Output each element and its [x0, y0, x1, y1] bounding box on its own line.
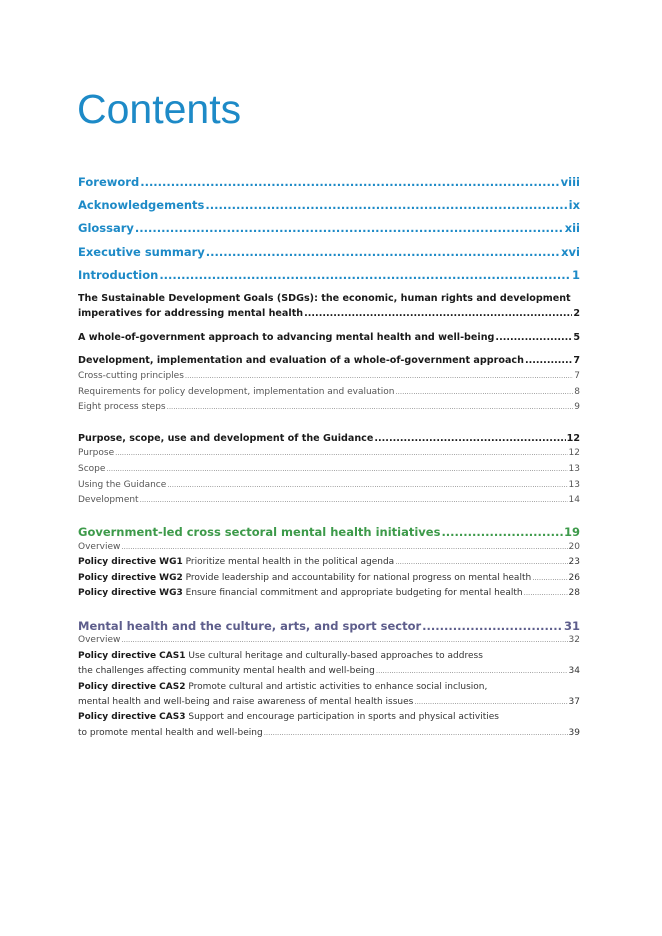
toc-entry-label: Overview: [78, 542, 121, 552]
toc-entry-page: 12: [568, 448, 580, 458]
directive-code: Policy directive WG3: [78, 588, 183, 598]
toc-entry-culture-arts-sport[interactable]: [78, 619, 580, 633]
toc-entry-label: Requirements for policy development, implementation and evaluation: [78, 387, 395, 397]
toc-entry-page: 20: [568, 542, 580, 552]
toc-entry-label: Purpose, scope, use and development of the Guidance: [78, 433, 374, 444]
directive-text: Support and encourage participation in sports and physical activities: [188, 712, 499, 722]
directive-code: Policy directive WG1: [78, 557, 183, 567]
toc-entry-label: Introduction: [78, 268, 159, 282]
toc-entry-page: 37: [568, 697, 580, 707]
directive-code: Policy directive CAS1: [78, 651, 186, 661]
toc-entry-page: 7: [573, 355, 580, 366]
toc-entry-page: 23: [568, 557, 580, 567]
toc-entry-label: Executive summary: [78, 245, 205, 259]
directive-code: Policy directive WG2: [78, 573, 183, 583]
toc-entry-label: Cross-cutting principles: [78, 371, 184, 381]
toc-policy-directive[interactable]: [78, 666, 580, 676]
toc-subentry-overview[interactable]: [78, 542, 580, 552]
toc-entry-sdg-line1[interactable]: The Sustainable Development Goals (SDGs): the economic, human rights and development: [78, 293, 571, 304]
toc-policy-directive[interactable]: [78, 588, 580, 598]
toc-entry-development[interactable]: [78, 355, 580, 366]
toc-entry-label: Eight process steps: [78, 402, 166, 412]
toc-subentry[interactable]: [78, 464, 580, 474]
toc-entry-acknowledgements[interactable]: [78, 198, 580, 212]
toc-entry-page: 39: [568, 728, 580, 738]
toc-entry-label: Foreword: [78, 175, 140, 189]
toc-entry-page: 26: [568, 573, 580, 583]
toc-entry-page: 34: [568, 666, 580, 676]
toc-entry-page: 28: [568, 588, 580, 598]
directive-code: Policy directive CAS2: [78, 682, 186, 692]
toc-entry-label: Glossary: [78, 221, 134, 235]
toc-subentry[interactable]: [78, 371, 580, 381]
directive-text: the challenges affecting community mental health and well-being: [78, 666, 375, 676]
toc-entry-label: Using the Guidance: [78, 480, 167, 490]
toc-entry-page: 8: [574, 387, 580, 397]
directive-text: Promote cultural and artistic activities to enhance social inclusion,: [188, 682, 488, 692]
toc-policy-directive-line1[interactable]: [78, 682, 487, 692]
toc-policy-directive-line1[interactable]: [78, 651, 483, 661]
toc-entry-label: Development, implementation and evaluation of a whole-of-government approach: [78, 355, 524, 366]
toc-entry-foreword[interactable]: [78, 175, 580, 189]
toc-entry-executive-summary[interactable]: [78, 245, 580, 259]
toc-policy-directive[interactable]: [78, 728, 580, 738]
toc-subentry-overview[interactable]: [78, 635, 580, 645]
directive-text: Use cultural heritage and culturally-based approaches to address: [188, 651, 483, 661]
toc-entry-page: 7: [574, 371, 580, 381]
toc-subentry[interactable]: [78, 495, 580, 505]
toc-entry-page: 19: [563, 525, 580, 539]
toc-entry-page: 2: [573, 308, 580, 319]
directive-text: Provide leadership and accountability for national progress on mental health: [185, 573, 532, 583]
toc-entry-label: Overview: [78, 635, 121, 645]
directive-code: Policy directive CAS3: [78, 712, 186, 722]
toc-entry-page: 5: [573, 332, 580, 343]
toc-entry-page: 9: [574, 402, 580, 412]
toc-entry-government-led[interactable]: [78, 525, 580, 539]
directive-text: Prioritize mental health in the political agenda: [185, 557, 395, 567]
directive-text: Ensure financial commitment and appropriate budgeting for mental health: [185, 588, 523, 598]
toc-entry-label: Purpose: [78, 448, 115, 458]
toc-subentry[interactable]: [78, 448, 580, 458]
toc-entry-label: Government-led cross sectoral mental health initiatives: [78, 525, 441, 539]
directive-text: mental health and well-being and raise awareness of mental health issues: [78, 697, 414, 707]
toc-entry-glossary[interactable]: [78, 221, 580, 235]
toc-entry-page: 14: [568, 495, 580, 505]
toc-entry-whole-of-government[interactable]: [78, 332, 580, 343]
toc-entry-label: imperatives for addressing mental health: [78, 308, 304, 319]
page-title: Contents: [77, 86, 242, 132]
toc-subentry[interactable]: [78, 387, 580, 397]
toc-subentry[interactable]: [78, 480, 580, 490]
toc-entry-label: Development: [78, 495, 139, 505]
toc-entry-page: xvi: [561, 245, 580, 259]
directive-text: to promote mental health and well-being: [78, 728, 263, 738]
toc-entry-page: 13: [568, 464, 580, 474]
toc-subentry[interactable]: [78, 402, 580, 412]
toc-entry-page: 31: [563, 619, 580, 633]
toc-policy-directive-line1[interactable]: [78, 712, 499, 722]
toc-entry-page: ix: [568, 198, 580, 212]
toc-entry-page: 13: [568, 480, 580, 490]
toc-entry-label: Acknowledgements: [78, 198, 205, 212]
toc-entry-label: Mental health and the culture, arts, and sport sector: [78, 619, 422, 633]
toc-entry-page: 12: [566, 433, 580, 444]
toc-entry-page: 1: [571, 268, 580, 282]
toc-entry-page: xii: [564, 221, 580, 235]
toc-policy-directive[interactable]: [78, 557, 580, 567]
toc-entry-introduction[interactable]: [78, 268, 580, 282]
toc-entry-label: A whole-of-government approach to advancing mental health and well-being: [78, 332, 495, 343]
toc-entry-purpose[interactable]: [78, 433, 580, 444]
toc-entry-label: Scope: [78, 464, 106, 474]
toc-entry-sdg[interactable]: [78, 308, 580, 319]
toc-policy-directive[interactable]: [78, 573, 580, 583]
toc-policy-directive[interactable]: [78, 697, 580, 707]
toc-entry-page: 32: [568, 635, 580, 645]
toc-entry-page: viii: [560, 175, 580, 189]
